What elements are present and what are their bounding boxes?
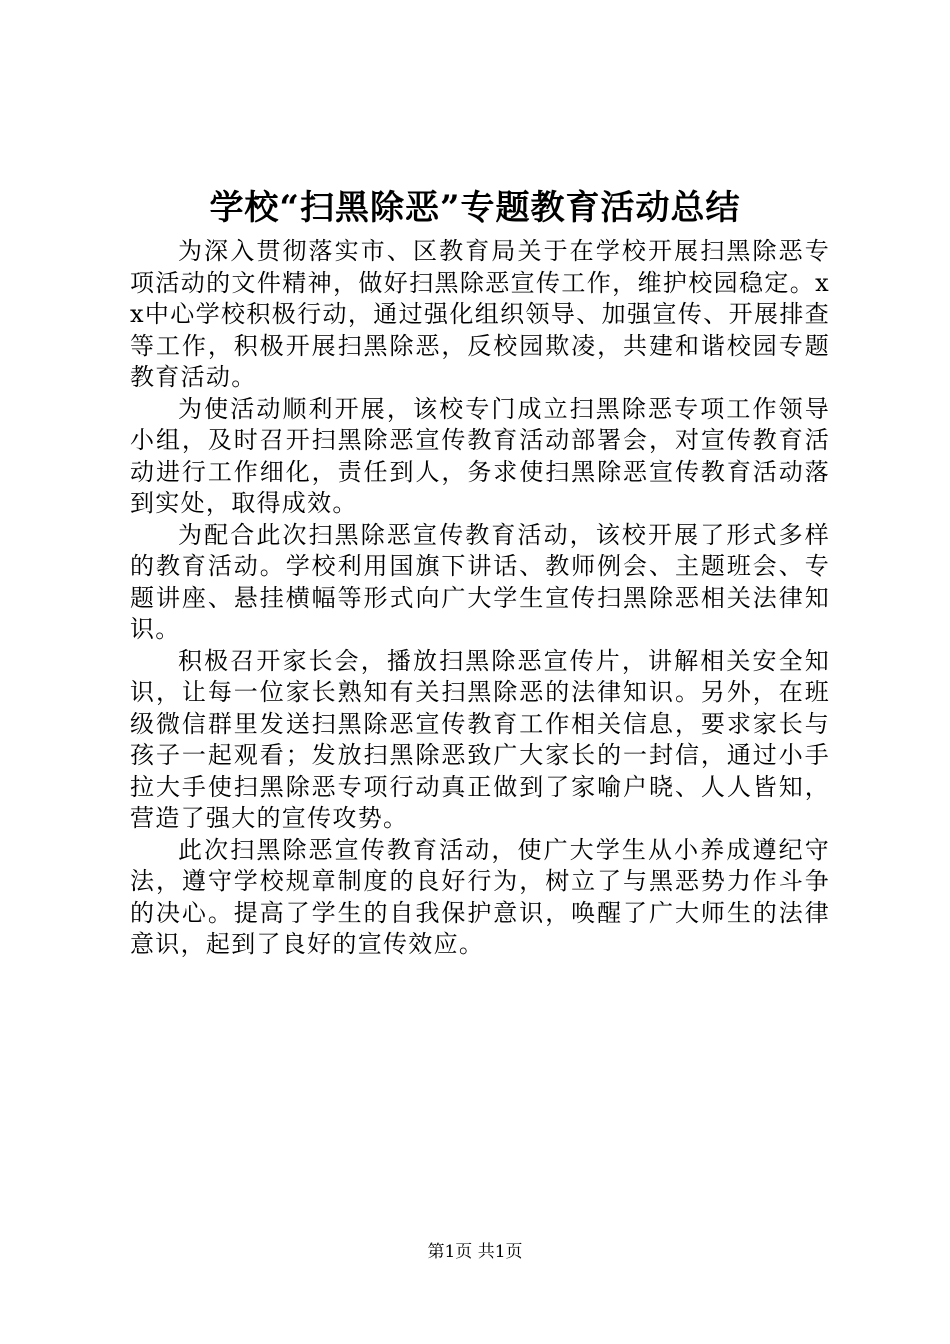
document-title: 学校“扫黑除恶”专题教育活动总结	[209, 188, 741, 228]
paragraph-1: 为深入贯彻落实市、区教育局关于在学校开展扫黑除恶专项活动的文件精神，做好扫黑除恶宣传工作，维护校园稳定。xx中心学校积极行动，通过强化组织领导、加强宣传、开展排查等工作，积极开展扫黑除恶，反校园欺凌，共建和谐校园专题教育活动。	[130, 237, 830, 391]
paragraph-5: 此次扫黑除恶宣传教育活动，使广大学生从小养成遵纪守法，遵守学校规章制度的良好行为，树立了与黑恶势力作斗争的决心。提高了学生的自我保护意识，唤醒了广大师生的法律意识，起到了良好的宣传效应。	[130, 835, 830, 958]
page-footer: 第1页 共1页	[427, 1242, 523, 1262]
paragraph-4: 积极召开家长会，播放扫黑除恶宣传片，讲解相关安全知识，让每一位家长熟知有关扫黑除恶的法律知识。另外，在班级微信群里发送扫黑除恶宣传教育工作相关信息，要求家长与孩子一起观看；发放扫黑除恶致广大家长的一封信，通过小手拉大手使扫黑除恶专项行动真正做到了家喻户晓、人人皆知，营造了强大的宣传攻势。	[130, 646, 830, 832]
paragraph-2: 为使活动顺利开展，该校专门成立扫黑除恶专项工作领导小组，及时召开扫黑除恶宣传教育活动部署会，对宣传教育活动进行工作细化，责任到人，务求使扫黑除恶宣传教育活动落到实处，取得成效。	[130, 394, 830, 517]
document-body	[130, 236, 830, 961]
paragraph-3: 为配合此次扫黑除恶宣传教育活动，该校开展了形式多样的教育活动。学校利用国旗下讲话、教师例会、主题班会、专题讲座、悬挂横幅等形式向广大学生宣传扫黑除恶相关法律知识。	[130, 520, 830, 643]
